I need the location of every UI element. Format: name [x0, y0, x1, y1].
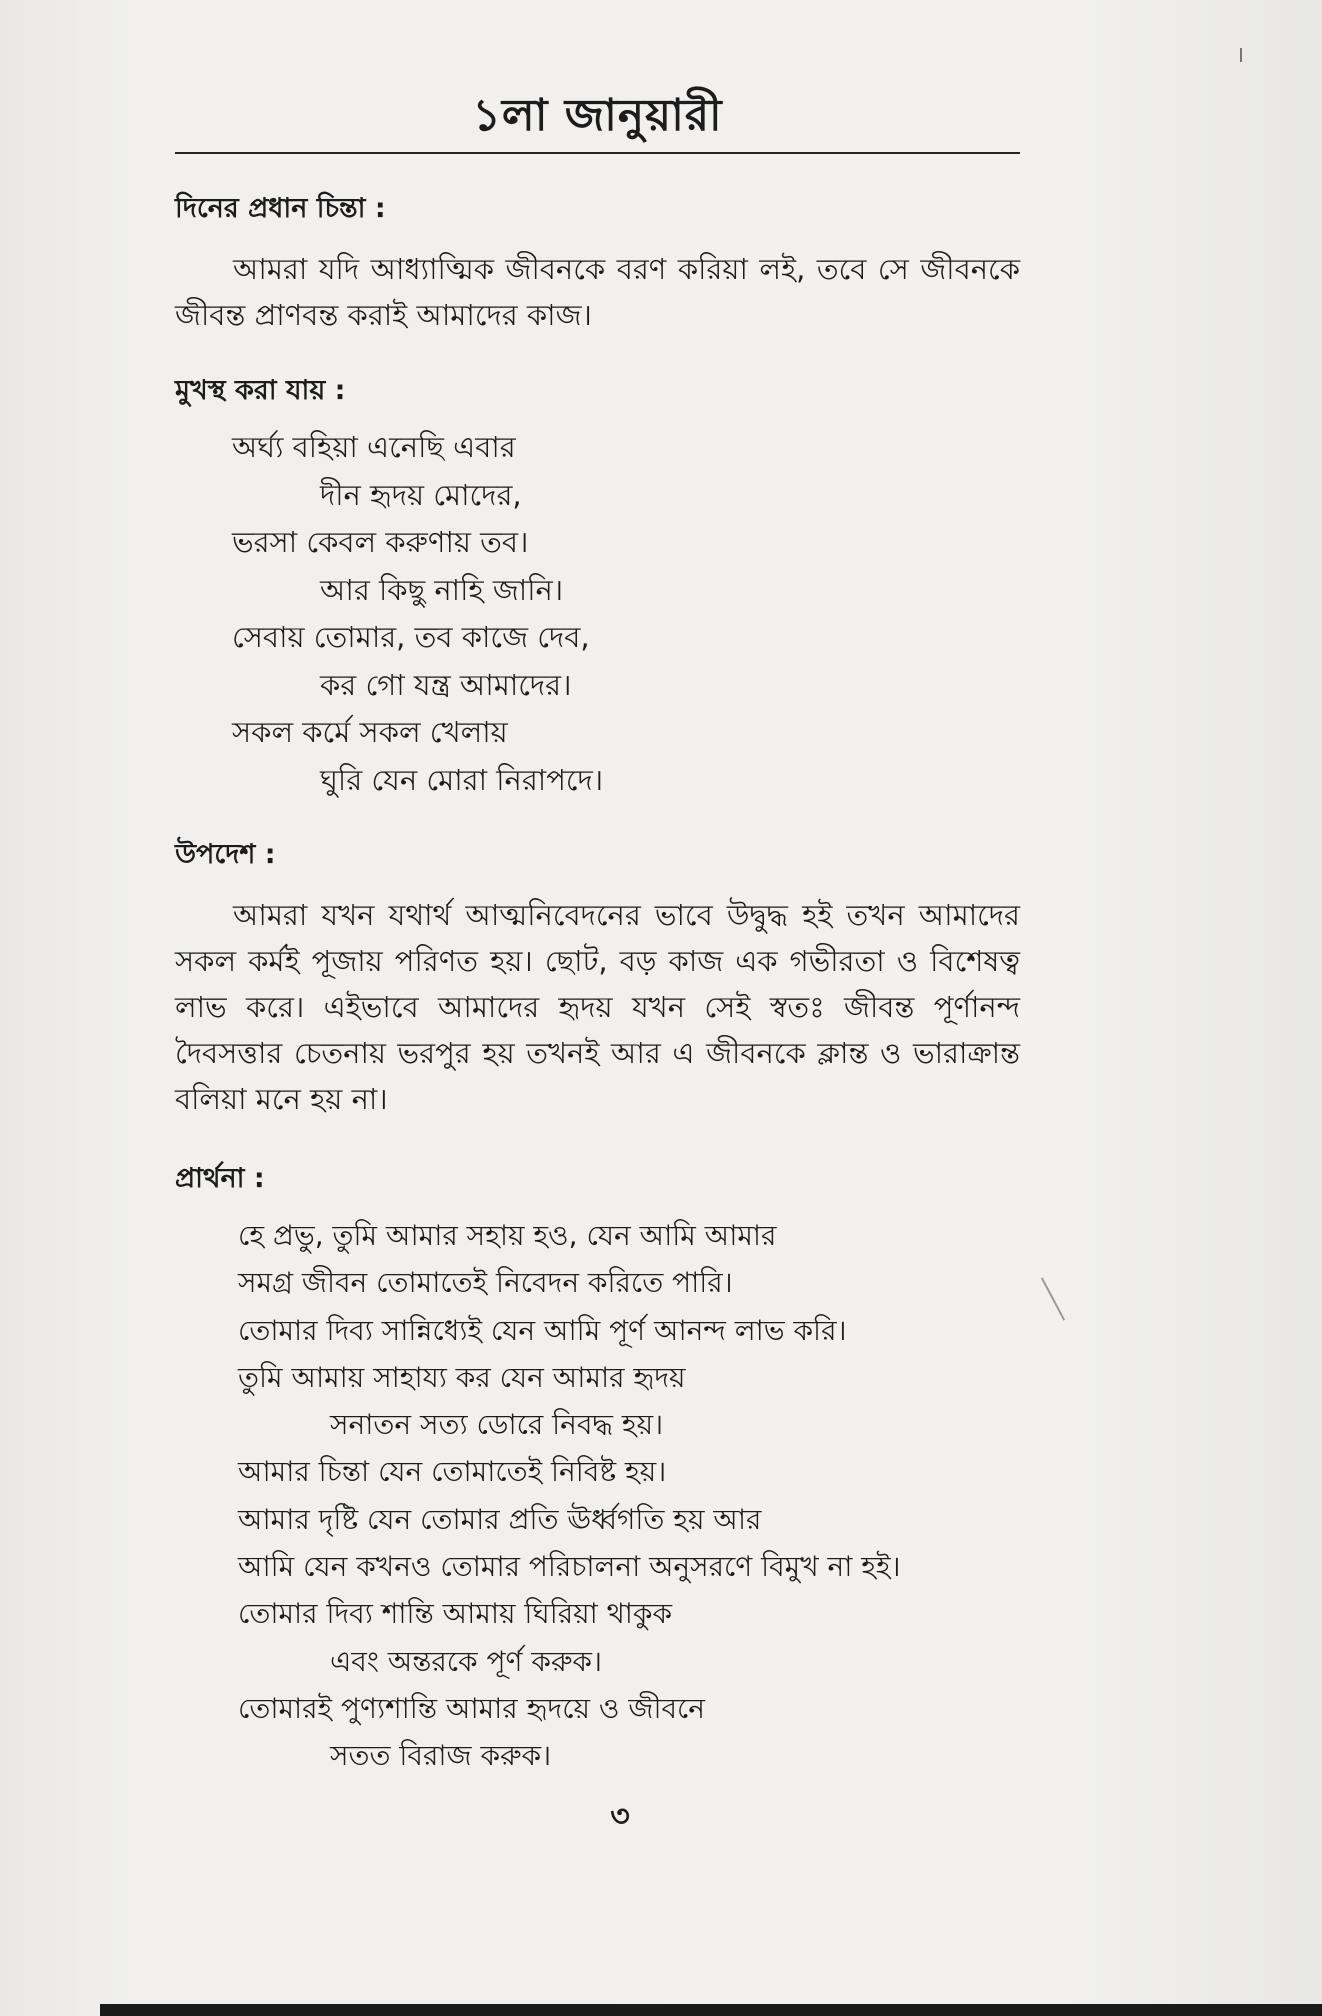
poem-line: আর কিছু নাহি জানি।: [320, 572, 564, 607]
poem-line: ঘুরি যেন মোরা নিরাপদে।: [320, 762, 604, 797]
page-number: ৩: [610, 1799, 630, 1834]
poem-line: সকল কর্মে সকল খেলায়: [232, 715, 508, 749]
poem-line: সেবায় তোমার, তব কাজে দেব,: [232, 620, 590, 654]
poem-line: অর্ঘ্য বহিয়া এনেছি এবার: [232, 430, 516, 464]
title-divider: [175, 152, 1020, 154]
prayer-line: তোমারই পুণ্যশান্তি আমার হৃদয়ে ও জীবনে: [238, 1691, 706, 1725]
prayer-line: আমার চিন্তা যেন তোমাতেই নিবিষ্ট হয়।: [238, 1455, 667, 1489]
thought-text: আমরা যদি আধ্যাত্মিক জীবনকে বরণ করিয়া লই, তবে সে জীবনকে জীবন্ত প্রাণবন্ত করাই আমাদের কাজ।: [175, 252, 1020, 332]
prayer-lines: [238, 1212, 901, 1780]
prayer-line: আমি যেন কখনও তোমার পরিচালনা অনুসরণে বিমুখ না হই।: [238, 1550, 901, 1584]
page-bottom-edge: [100, 2004, 1322, 2016]
prayer-line: এবং অন্তরকে পূর্ণ করুক।: [330, 1644, 603, 1678]
memorize-poem: [232, 424, 603, 804]
poem-line: কর গো যন্ত্র আমাদের।: [320, 667, 572, 702]
prayer-line: হে প্রভু, তুমি আমার সহায় হও, যেন আমি আমার: [238, 1219, 777, 1252]
prayer-line: সমগ্র জীবন তোমাতেই নিবেদন করিতে পারি।: [238, 1266, 733, 1300]
prayer-line: সনাতন সত্য ডোরে নিবদ্ধ হয়।: [330, 1408, 664, 1442]
prayer-line: তোমার দিব্য সান্নিধ্যেই যেন আমি পূর্ণ আনন্দ লাভ করি।: [238, 1313, 847, 1347]
prayer-line: আমার দৃষ্টি যেন তোমার প্রতি ঊর্ধ্বগতি হয় আর: [238, 1502, 762, 1536]
prayer-line: সতত বিরাজ করুক।: [330, 1739, 552, 1773]
advice-heading: উপদেশ :: [175, 839, 276, 870]
poem-line: ভরসা কেবল করুণায় তব।: [232, 525, 529, 559]
advice-text: আমরা যখন যথার্থ আত্মনিবেদনের ভাবে উদ্বুদ্ধ হই তখন আমাদের সকল কর্মই পূজায় পরিণত হয়। ছোট, বড় কাজ এক গভীরতা ও বিশেষত্ব লাভ করে। এইভাবে আমাদের হৃদয় যখন সেই স্বতঃ জীবন্ত পূর্ণানন্দ দৈবসত্তার চেতনায় ভরপুর হয় তখনই আর এ জীবনকে ক্লান্ত ও ভারাক্রান্ত বলিয়া মনে হয় না।: [175, 898, 1020, 1116]
page-title: ১লা জানুয়ারী: [472, 90, 723, 141]
poem-line: দীন হৃদয় মোদের,: [320, 477, 522, 512]
page-edge-mark: [1240, 48, 1242, 62]
paper-scratch-mark: [1041, 1277, 1065, 1320]
prayer-heading: প্রার্থনা :: [175, 1163, 265, 1194]
prayer-line: তোমার দিব্য শান্তি আমায় ঘিরিয়া থাকুক: [238, 1597, 673, 1631]
memorize-heading: মুখস্থ করা যায় :: [175, 375, 346, 406]
prayer-line: তুমি আমায় সাহায্য কর যেন আমার হৃদয়: [238, 1360, 686, 1394]
thought-heading: দিনের প্রধান চিন্তা :: [175, 193, 386, 224]
